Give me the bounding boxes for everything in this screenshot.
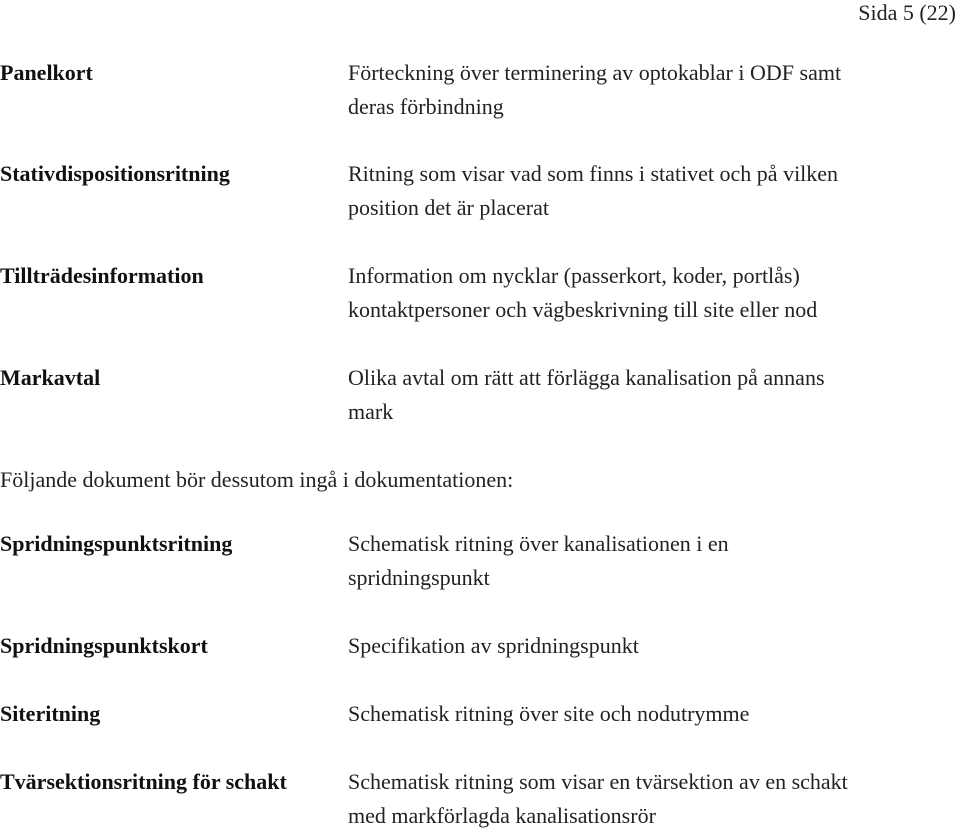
description-line: Specifikation av spridningspunkt xyxy=(348,633,639,658)
description-line: Schematisk ritning över site och nodutrymme xyxy=(348,701,750,726)
description-line: mark xyxy=(348,399,394,424)
definition-term: Tillträdesinformation xyxy=(0,263,204,288)
definition-description xyxy=(348,361,948,429)
definition-term: Tvärsektionsritning för schakt xyxy=(0,769,287,794)
description-line: Olika avtal om rätt att förlägga kanalisation på annans xyxy=(348,365,825,390)
definition-description xyxy=(348,56,948,124)
definition-term: Siteritning xyxy=(0,701,101,726)
description-line: spridningspunkt xyxy=(348,565,490,590)
definition-term: Stativdispositionsritning xyxy=(0,161,230,186)
description-line: Ritning som visar vad som finns i stativet och på vilken xyxy=(348,161,839,186)
description-line: kontaktpersoner och vägbeskrivning till site eller nod xyxy=(348,297,818,322)
intro-text: Följande dokument bör dessutom ingå i dokumentationen: xyxy=(0,467,514,492)
description-line: Schematisk ritning över kanalisationen i en xyxy=(348,531,729,556)
definition-description xyxy=(348,157,948,225)
page-number: Sida 5 (22) xyxy=(858,0,956,25)
definition-term: Markavtal xyxy=(0,365,101,390)
description-line: Förteckning över terminering av optokablar i ODF samt xyxy=(348,60,842,85)
description-line: deras förbindning xyxy=(348,94,504,119)
description-line: Information om nycklar (passerkort, koder, portlås) xyxy=(348,263,800,288)
description-line: med markförlagda kanalisationsrör xyxy=(348,803,656,828)
definition-description xyxy=(348,765,948,833)
description-line: Schematisk ritning som visar en tvärsektion av en schakt xyxy=(348,769,848,794)
definition-term: Panelkort xyxy=(0,60,93,85)
definition-description xyxy=(348,629,948,663)
description-line: position det är placerat xyxy=(348,195,549,220)
definition-description xyxy=(348,697,948,731)
definition-description xyxy=(348,527,948,595)
definition-term: Spridningspunktskort xyxy=(0,633,208,658)
definition-term: Spridningspunktsritning xyxy=(0,531,233,556)
definition-description xyxy=(348,259,948,327)
